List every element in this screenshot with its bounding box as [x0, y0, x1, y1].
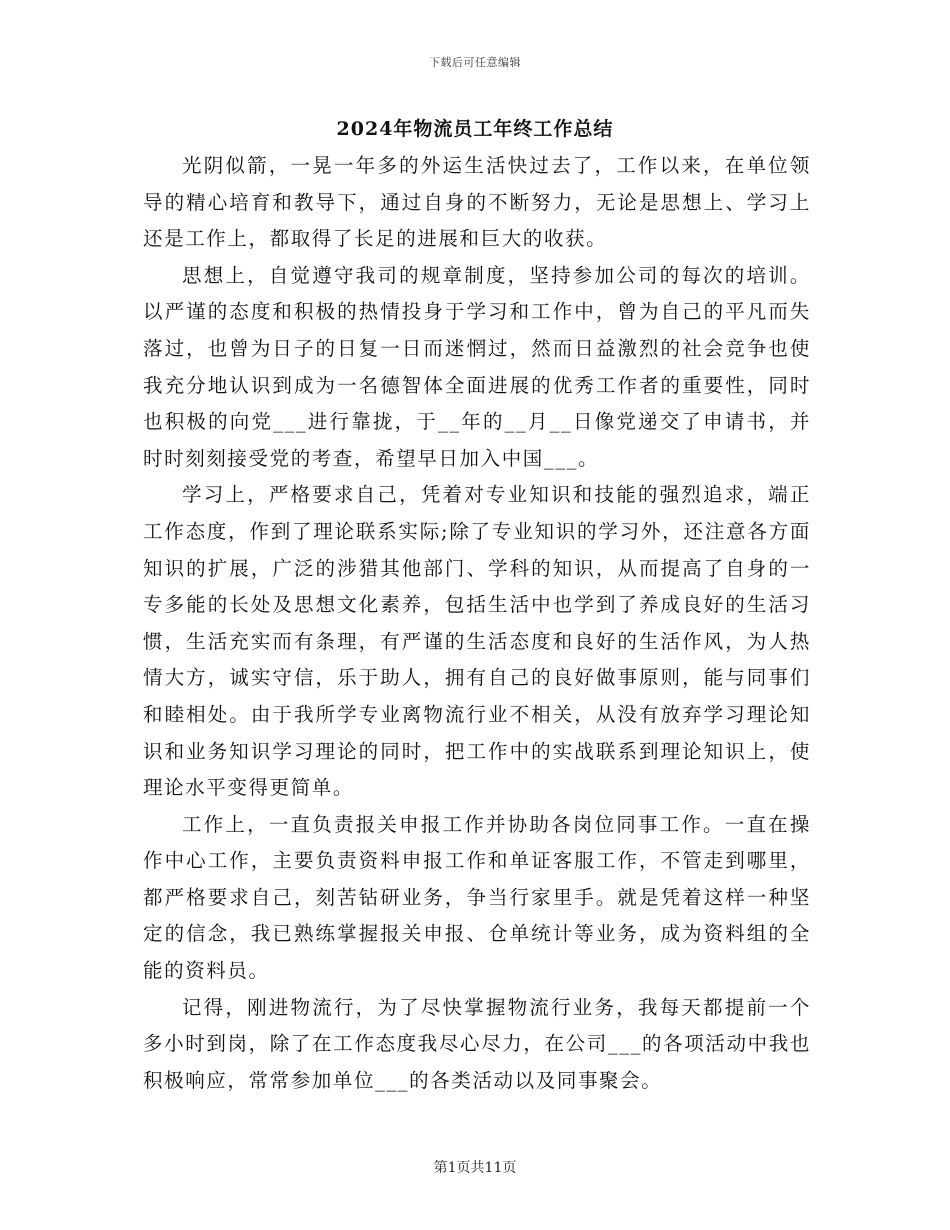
paragraph-work: 工作上，一直负责报关申报工作并协助各岗位同事工作。一直在操作中心工作，主要负责资料申报工作和单证客服工作，不管走到哪里，都严格要求自己，刻苦钻研业务，争当行家里手。就是凭着这样一种坚定的信念，我已熟练掌握报关申报、仓单统计等业务，成为资料组的全能的资料员。: [143, 812, 811, 983]
page-number-footer: 第1页共11页: [433, 1160, 517, 1176]
paragraph-study: 学习上，严格要求自己，凭着对专业知识和技能的强烈追求，端正工作态度，作到了理论联系实际;除了专业知识的学习外，还注意各方面知识的扩展，广泛的涉猎其他部门、学科的知识，从而提高了自身的一专多能的长处及思想文化素养，包括生活中也学到了养成良好的生活习惯，生活充实而有条理，有严谨的生活态度和良好的生活作风，为人热情大方，诚实守信，乐于助人，拥有自己的良好做事原则，能与同事们和睦相处。由于我所学专业离物流行业不相关，从没有放弃学习理论知识和业务知识学习理论的同时，把工作中的实战联系到理论知识上，使理论水平变得更简单。: [143, 483, 811, 800]
document-title: 2024年物流员工年终工作总结: [336, 118, 614, 140]
document-body: [143, 148, 811, 1099]
paragraph-memory: 记得，刚进物流行，为了尽快掌握物流行业务，我每天都提前一个多小时到岗，除了在工作态度我尽心尽力，在公司___的各项活动中我也积极响应，常常参加单位___的各类活动以及同事聚会。: [143, 995, 811, 1092]
paragraph-ideology: 思想上，自觉遵守我司的规章制度，坚持参加公司的每次的培训。以严谨的态度和积极的热情投身于学习和工作中，曾为自己的平凡而失落过，也曾为日子的日复一日而迷惘过，然而日益激烈的社会竞争也使我充分地认识到成为一名德智体全面进展的优秀工作者的重要性，同时也积极的向党___进行靠拢，于__年的__月__日像党递交了申请书，并时时刻刻接受党的考查，希望早日加入中国___。: [143, 263, 811, 470]
paragraph-intro: 光阴似箭，一晃一年多的外运生活快过去了，工作以来，在单位领导的精心培育和教导下，通过自身的不断努力，无论是思想上、学习上还是工作上，都取得了长足的进展和巨大的收获。: [143, 154, 811, 251]
page-header-note: 下载后可任意编辑: [429, 56, 521, 69]
